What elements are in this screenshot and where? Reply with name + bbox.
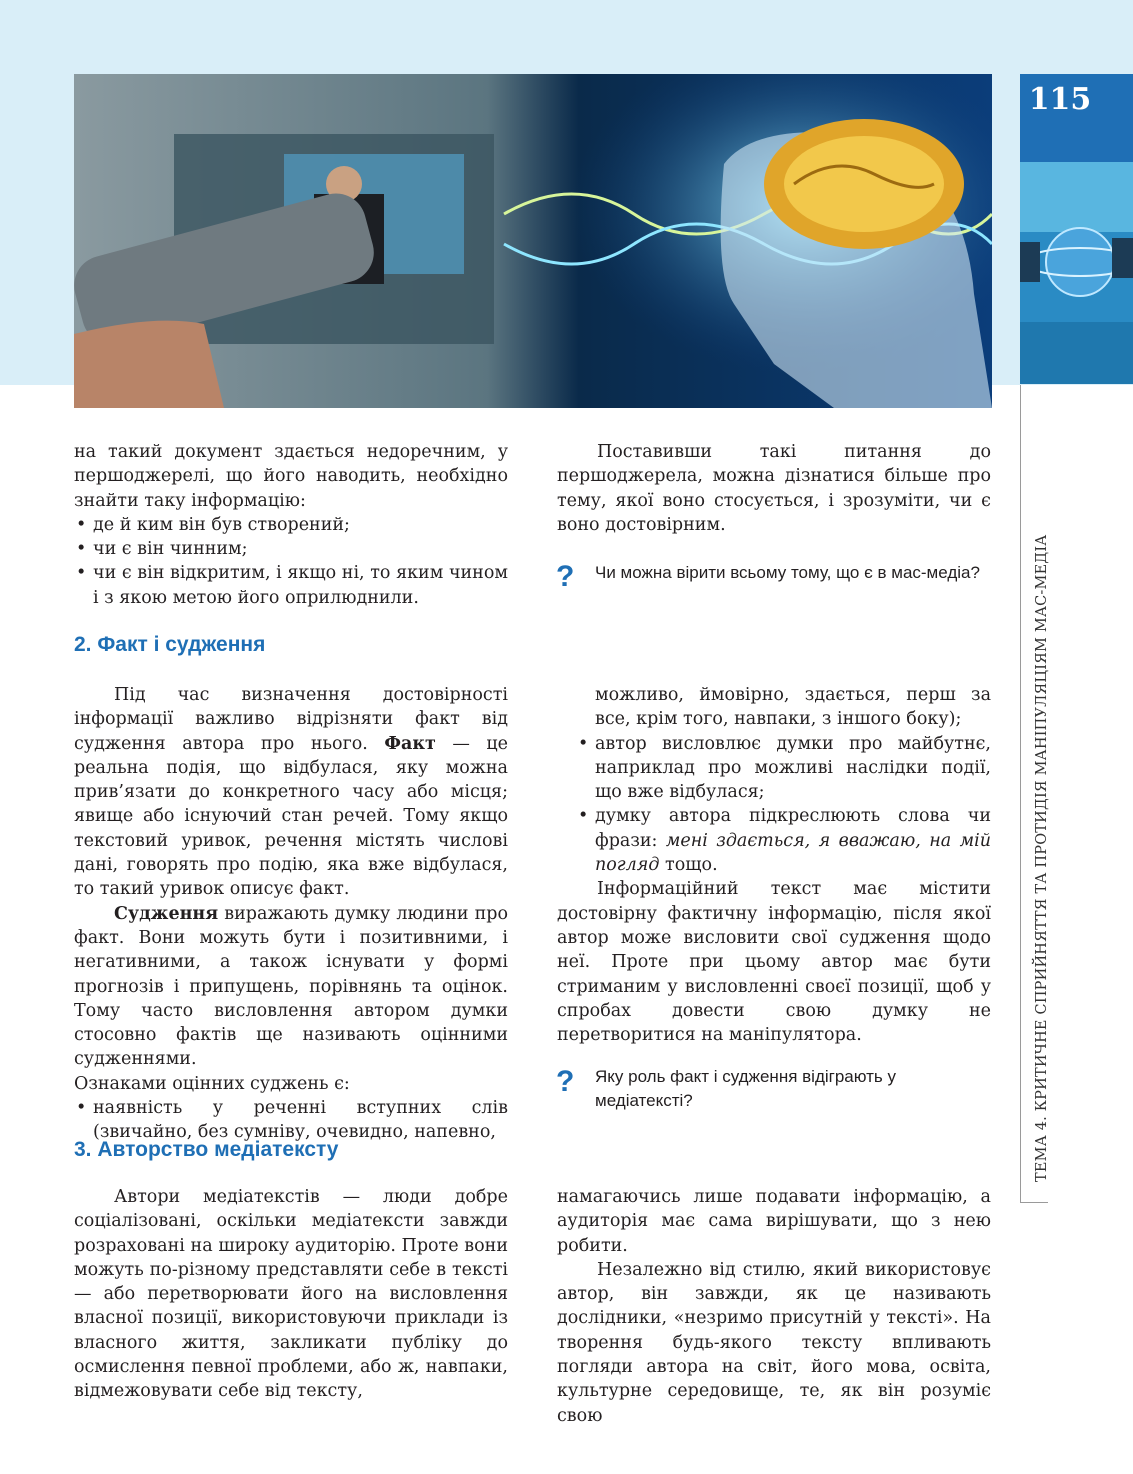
block1-right-column	[557, 440, 991, 537]
paragraph: Поставивши такі питання до першоджерела, можна дізнатися більше про тему, якої воно стосується, і зрозуміти, чи є воно достовірним.	[557, 442, 991, 535]
question-text: Яку роль факт і судження відіграють у медіатексті?	[595, 1067, 896, 1110]
paragraph: Ознаками оцінних суджень є:	[74, 1073, 350, 1094]
list-item: • наявність у реченні вступних слів (звичайно, без сумніву, очевидно, напевно,	[74, 1096, 508, 1145]
list-item: • думку автора підкреслюють слова чи фрази: мені здається, я вважаю, на мій погляд тощо.	[576, 804, 991, 877]
signs-list-continued	[557, 732, 991, 878]
criteria-list	[74, 513, 508, 610]
topic-side-title: ТЕМА 4. КРИТИЧНЕ СПРИЙНЯТТЯ ТА ПРОТИДІЯ МАНІПУЛЯЦІЯМ МАС-МЕДІА	[1034, 534, 1050, 1182]
page-number-tab	[1020, 74, 1133, 162]
section2-left-column	[74, 683, 508, 1145]
section-heading: 2. Факт і судження	[74, 633, 266, 656]
judgement-term: Судження	[114, 903, 219, 924]
section-heading: 3. Авторство медіатексту	[74, 1138, 339, 1161]
paragraph: на такий документ здається недоречним, у першоджерелі, що його наводить, необхідно знайти таку інформацію:	[74, 442, 508, 511]
globe-picture	[1020, 162, 1133, 384]
side-divider-line	[1020, 385, 1021, 1203]
hero-illustration	[74, 74, 992, 408]
list-item: • де й ким він був створений;	[74, 513, 508, 537]
list-item: • чи є він чинним;	[74, 537, 508, 561]
list-item: • чи є він відкритим, і якщо ні, то яким чином і з якою метою його оприлюднили.	[74, 561, 508, 610]
fact-term: Факт	[384, 733, 436, 754]
section3-left-column	[74, 1185, 508, 1404]
section3-right-column	[557, 1185, 991, 1428]
question-icon: ?	[556, 1065, 575, 1098]
paragraph: Судження виражають думку людини про факт. Вони можуть бути і позитивними, і негативними, а також існувати у формі прогнозів і припущень, порівнянь та оцінок. Тому часто висловлення автором думки стосовно фактів ще називають оцінними судженнями.	[74, 903, 508, 1070]
paragraph: Незалежно від стилю, який використовує автор, він завжди, як це називають дослідники, «незримо присутній у тексті». На творення будь-якого тексту впливають погляди автора на світ, його мова, освіта, культурне середовище, те, як він розуміє свою	[557, 1259, 991, 1426]
paragraph: Інформаційний текст має містити достовірну фактичну інформацію, після якої автор може висловити свої судження щодо неї. Проте при цьому автор має бути стриманим у висловленні своєї позиції, щоб у спробах довести свою думку не перетворитися на маніпулятора.	[557, 879, 991, 1046]
page-number: 115	[1028, 82, 1092, 117]
section2-right-column	[557, 683, 991, 1047]
paragraph: Під час визначення достовірності інформації важливо відрізняти факт від судження автора про нього. Факт — це реальна подія, що відбулася, яку можна прив’язати до конкретного часу або місця; явище або існуючий стан речей. Тому якщо текстовий уривок, речення містять числові дані, говорять про подію, яка вже відбулася, то такий уривок описує факт.	[74, 685, 508, 900]
question-icon: ?	[556, 560, 575, 593]
paragraph: Автори медіатекстів — люди добре соціалізовані, оскільки медіатексти завжди розраховані на широку аудиторію. Проте вони можуть по-різному представляти себе в тексті — або перетворювати його на висловлення власної позиції, використовуючи приклади із власного життя, закликати публіку до осмислення певної проблеми, або ж, навпаки, відмежовувати себе від тексту,	[74, 1187, 508, 1402]
side-divider-foot	[1020, 1202, 1048, 1203]
question-text: Чи можна вірити всьому тому, що є в мас-медіа?	[595, 563, 980, 582]
block1-left-column	[74, 440, 508, 610]
paragraph: намагаючись лише подавати інформацію, а аудиторія має сама вирішувати, що з нею робити.	[557, 1187, 991, 1256]
tv-brain-illustration	[74, 74, 992, 408]
side-globe-illustration	[1020, 162, 1133, 384]
list-item-continuation: можливо, ймовірно, здається, перш за все, крім того, навпаки, з іншого боку);	[595, 685, 991, 730]
list-item: • автор висловлює думки про майбутнє, наприклад про можливі наслідки події, що вже відбулася;	[576, 732, 991, 805]
